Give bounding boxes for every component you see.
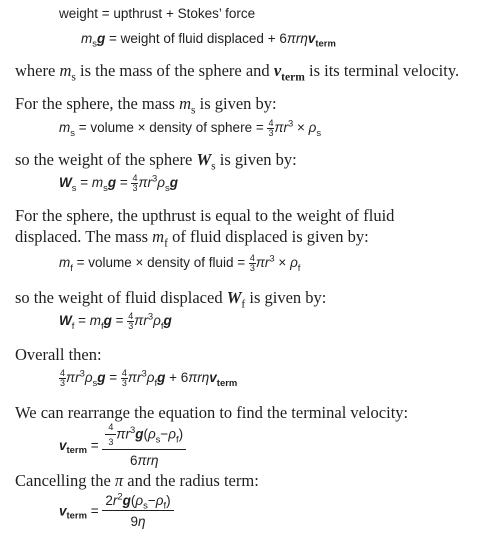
denominator: 3: [60, 378, 66, 388]
numerator: 4: [60, 368, 66, 378]
var-pi: π: [114, 471, 124, 490]
sub-s: s: [165, 182, 170, 194]
var-eta: η: [137, 514, 146, 529]
paragraph-rearrange: [15, 403, 408, 423]
denominator: 3: [268, 128, 274, 138]
text: is given by:: [195, 94, 277, 113]
equation-text: = weight of fluid displaced + 6: [105, 31, 287, 46]
text: is given by:: [245, 288, 327, 307]
var-g: g: [97, 370, 106, 386]
sub-f: f: [160, 320, 164, 332]
sub-f: f: [297, 262, 301, 274]
numerator: 4: [268, 118, 274, 128]
var-W: W: [59, 313, 72, 329]
text: so the weight of fluid displaced: [15, 288, 227, 307]
equation-sphere-weight: [81, 31, 336, 50]
text: =: [86, 503, 103, 519]
var-eta: η: [151, 453, 159, 468]
text: of fluid displaced is given by:: [167, 227, 369, 246]
sup-3: 3: [129, 425, 136, 437]
sub-f: f: [176, 434, 179, 446]
text: =: [116, 175, 132, 191]
var-pi: π: [286, 31, 296, 46]
var-m: m: [89, 313, 102, 329]
text: For the sphere, the upthrust is equal to the weight of fluid: [15, 206, 395, 225]
paragraph-mass-sphere: [15, 94, 277, 117]
sub-s: s: [71, 182, 77, 194]
sub-s: s: [316, 127, 322, 139]
var-rho: ρ: [153, 313, 161, 329]
text: Cancelling the: [15, 471, 115, 490]
text: =: [86, 438, 103, 453]
var-g: g: [169, 175, 178, 191]
var-W: W: [196, 150, 212, 169]
numerator: [102, 493, 173, 511]
text: + 6: [165, 370, 189, 386]
sub-f: f: [163, 500, 167, 512]
text: ): [166, 493, 171, 508]
sub-f: f: [71, 320, 75, 332]
fraction-four-thirds: [121, 369, 128, 388]
var-r: r: [197, 370, 202, 386]
text: is its terminal velocity.: [304, 61, 460, 80]
sub-s: s: [92, 377, 98, 389]
numerator: 4: [128, 311, 134, 321]
var-rho: ρ: [157, 175, 166, 191]
sub-s: s: [103, 182, 108, 194]
var-pi: π: [138, 175, 148, 191]
var-r: r: [283, 120, 289, 136]
sub-f: f: [70, 262, 73, 274]
denominator: 3: [249, 263, 255, 273]
var-g: g: [157, 370, 166, 386]
sub-f: f: [241, 298, 246, 311]
var-v: v: [307, 31, 316, 46]
var-v: v: [59, 503, 67, 519]
text: For the sphere, the mass: [15, 94, 180, 113]
fraction-four-thirds: [59, 369, 66, 388]
sub-term: term: [216, 377, 238, 389]
text: is the mass of the sphere and: [75, 61, 274, 80]
text: −: [160, 426, 169, 442]
text: (: [143, 426, 148, 442]
var-r: r: [125, 426, 130, 442]
var-pi: π: [137, 453, 147, 468]
equation-text: weight = upthrust + Stokes’ force: [59, 6, 256, 21]
equation-mass-fluid: [59, 254, 300, 273]
var-eta: η: [201, 370, 210, 386]
var-rho: ρ: [290, 255, 298, 271]
var-g: g: [135, 426, 144, 442]
var-eta: η: [300, 31, 308, 46]
equation-weight-sphere: [59, 174, 178, 193]
denominator: [102, 450, 186, 468]
var-pi: π: [66, 370, 76, 386]
var-r: r: [75, 370, 80, 386]
var-v: v: [209, 370, 217, 386]
sub-f: f: [101, 320, 104, 332]
var-r: r: [264, 255, 270, 271]
numerator: 4: [132, 173, 138, 183]
sub-s: s: [71, 71, 76, 84]
sub-s: s: [155, 434, 161, 446]
text: = volume × density of sphere =: [74, 120, 268, 136]
var-m: m: [81, 31, 93, 46]
paragraph-overall: [15, 345, 102, 365]
fraction-terminal-velocity: [102, 423, 186, 468]
text: 9: [130, 514, 138, 529]
sub-f: f: [164, 237, 168, 250]
sub-term: term: [66, 510, 87, 522]
denominator: 3: [108, 437, 114, 447]
text: =: [74, 313, 90, 329]
text: =: [111, 313, 128, 329]
var-rho: ρ: [84, 370, 93, 386]
var-r: r: [136, 370, 142, 386]
paragraph-weight-fluid: [15, 288, 327, 311]
sub-s: s: [143, 500, 148, 512]
var-pi: π: [116, 426, 126, 442]
var-g: g: [103, 313, 112, 329]
numerator: 4: [105, 423, 116, 435]
var-g: g: [122, 493, 131, 508]
var-pi: π: [255, 255, 265, 271]
equation-overall-balance: [59, 369, 237, 388]
sup-3: 3: [269, 253, 275, 265]
paragraph-upthrust-line1: [15, 206, 394, 226]
text: =: [105, 370, 121, 386]
text: =: [76, 175, 92, 191]
var-W: W: [226, 288, 242, 307]
var-rho: ρ: [146, 370, 155, 386]
numerator: 4: [121, 368, 127, 378]
var-pi: π: [127, 370, 137, 386]
sub-term: term: [315, 38, 336, 50]
equation-terminal-velocity-final: [59, 493, 174, 529]
text: We can rearrange the equation to find the terminal velocity:: [15, 403, 409, 422]
text: (: [130, 493, 136, 508]
sup-3: 3: [147, 311, 154, 323]
var-W: W: [59, 175, 72, 191]
sup-3: 3: [79, 368, 85, 380]
sup-2: 2: [117, 491, 123, 503]
var-rho: ρ: [155, 493, 164, 508]
equation-mass-sphere: [59, 119, 321, 138]
var-rho: ρ: [135, 493, 144, 508]
sup-3: 3: [288, 118, 294, 130]
fraction-terminal-velocity: [102, 493, 173, 529]
var-m: m: [152, 227, 165, 246]
var-m: m: [91, 175, 104, 191]
sup-3: 3: [141, 368, 147, 380]
var-r: r: [146, 453, 152, 468]
denominator: 3: [121, 378, 127, 388]
denominator: [102, 511, 173, 529]
var-pi: π: [274, 120, 284, 136]
paragraph-cancelling: [15, 471, 259, 491]
var-pi: π: [134, 313, 144, 329]
numerator: 4: [249, 253, 255, 263]
var-rho: ρ: [147, 426, 156, 442]
text: where: [15, 61, 60, 80]
paragraph-upthrust-line2: [15, 227, 369, 250]
sub-s: s: [70, 127, 75, 139]
text: so the weight of the sphere: [15, 150, 197, 169]
denominator: 3: [128, 321, 134, 331]
var-rho: ρ: [308, 120, 317, 136]
var-r: r: [112, 493, 118, 508]
sub-s: s: [211, 160, 216, 173]
var-pi: π: [188, 370, 198, 386]
text: displaced. The mass: [15, 227, 153, 246]
var-v: v: [59, 438, 67, 453]
paragraph-definition: [15, 61, 460, 84]
var-m: m: [59, 61, 72, 80]
text: and the radius term:: [123, 471, 259, 490]
fraction-four-thirds: [105, 423, 116, 447]
numerator: [102, 423, 186, 450]
var-r: r: [147, 175, 153, 191]
text: −: [147, 493, 156, 508]
var-g: g: [163, 313, 172, 329]
text: 6: [129, 453, 138, 468]
sub-s: s: [190, 104, 196, 117]
var-g: g: [107, 175, 117, 191]
var-rho: ρ: [168, 426, 177, 442]
text: ×: [274, 255, 291, 271]
fraction-four-thirds: [249, 254, 256, 273]
var-g: g: [96, 31, 106, 46]
var-v: v: [273, 61, 282, 80]
var-m: m: [59, 120, 71, 136]
sub-term: term: [281, 71, 305, 84]
text: is given by:: [215, 150, 297, 169]
var-m: m: [59, 255, 71, 271]
sub-s: s: [92, 38, 97, 50]
equation-weight-fluid: [59, 312, 172, 331]
denominator: 3: [132, 183, 138, 193]
text: 2: [105, 493, 113, 508]
sub-f: f: [154, 377, 158, 389]
paragraph-weight-sphere: [15, 150, 297, 173]
text: Overall then:: [15, 345, 102, 364]
equation-weight-balance: [59, 6, 255, 21]
sup-3: 3: [152, 173, 158, 185]
text: = volume × density of fluid =: [72, 255, 249, 271]
equation-terminal-velocity-full: [59, 423, 186, 468]
var-r: r: [143, 313, 148, 329]
text: ×: [293, 120, 309, 136]
text: ): [178, 426, 184, 442]
var-m: m: [179, 94, 191, 113]
sub-term: term: [66, 444, 87, 456]
var-r: r: [295, 31, 301, 46]
